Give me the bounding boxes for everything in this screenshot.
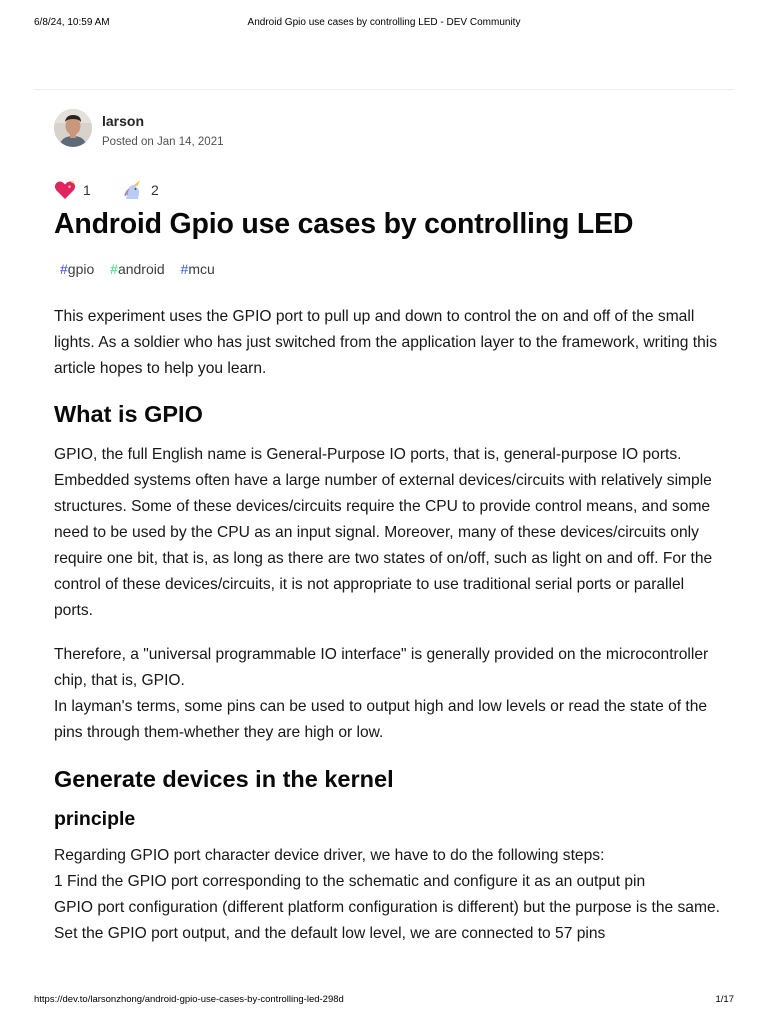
reaction-unicorn[interactable] <box>122 179 159 201</box>
unicorn-icon <box>122 180 144 200</box>
gpio-paragraph-2a: Therefore, a "universal programmable IO interface" is generally provided on the microcontroller chip, that is, GPIO. <box>54 646 709 689</box>
principle-paragraph-c: GPIO port configuration (different platform configuration is different) but the purpose is the same. Set the GPIO port output, and the default low level, we are connected to 57 pins <box>54 899 720 942</box>
print-page-number: 1/17 <box>715 994 734 1005</box>
print-page-title: Android Gpio use cases by controlling LED - DEV Community <box>247 17 521 28</box>
reaction-heart-count: 1 <box>83 182 91 198</box>
tag-label: android <box>117 261 165 277</box>
reaction-heart[interactable] <box>54 179 91 201</box>
tag-gpio[interactable] <box>60 261 94 277</box>
principle-paragraph-b: 1 Find the GPIO port corresponding to the schematic and configure it as an output pin <box>54 873 646 890</box>
tag-android[interactable] <box>110 261 165 277</box>
tag-label: gpio <box>67 261 95 277</box>
reaction-unicorn-count: 2 <box>151 182 159 198</box>
gpio-paragraph-2b: In layman's terms, some pins can be used to output high and low levels or read the state of the pins through them-whether they are high or low. <box>54 698 708 741</box>
article-title: Android Gpio use cases by controlling LED <box>54 208 634 240</box>
avatar-photo-icon <box>54 109 92 147</box>
print-footer <box>34 994 734 1008</box>
tag-label: mcu <box>188 261 215 277</box>
sparkle-heart-icon <box>54 180 76 200</box>
print-datetime: 6/8/24, 10:59 AM <box>34 17 110 28</box>
tag-hash: # <box>60 261 68 277</box>
post-date: Posted on Jan 14, 2021 <box>102 136 224 148</box>
intro-paragraph: This experiment uses the GPIO port to pull up and down to control the on and off of the small lights. As a soldier who has just switched from the application layer to the framework, writing this article hopes to help you learn. <box>54 308 718 377</box>
gpio-paragraph-1: GPIO, the full English name is General-Purpose IO ports, that is, general-purpose IO ports. Embedded systems often have a large number of external devices/circuits with relatively simple structures. Some of these devices/circuits require the CPU to provide control means, and some need to be used by the CPU as an input signal. Moreover, many of these devices/circuits only require one bit, that is, as long as there are two states of on/off, such as light on and off. For the control of these devices/circuits, it is not appropriate to use traditional serial ports or parallel ports. <box>54 446 713 619</box>
heading-what-is-gpio: What is GPIO <box>54 401 203 427</box>
top-divider <box>34 89 734 90</box>
print-header <box>34 17 734 31</box>
heading-generate-devices: Generate devices in the kernel <box>54 766 394 792</box>
print-url: https://dev.to/larsonzhong/android-gpio-use-cases-by-controlling-led-298d <box>34 994 344 1005</box>
principle-paragraph-a: Regarding GPIO port character device driver, we have to do the following steps: <box>54 847 605 864</box>
tag-hash: # <box>110 261 118 277</box>
author-name-link[interactable]: larson <box>102 113 145 129</box>
tag-hash: # <box>180 261 189 277</box>
tag-mcu[interactable] <box>181 261 215 277</box>
heading-principle: principle <box>54 808 136 830</box>
tag-list <box>60 261 227 277</box>
avatar[interactable] <box>54 109 92 147</box>
